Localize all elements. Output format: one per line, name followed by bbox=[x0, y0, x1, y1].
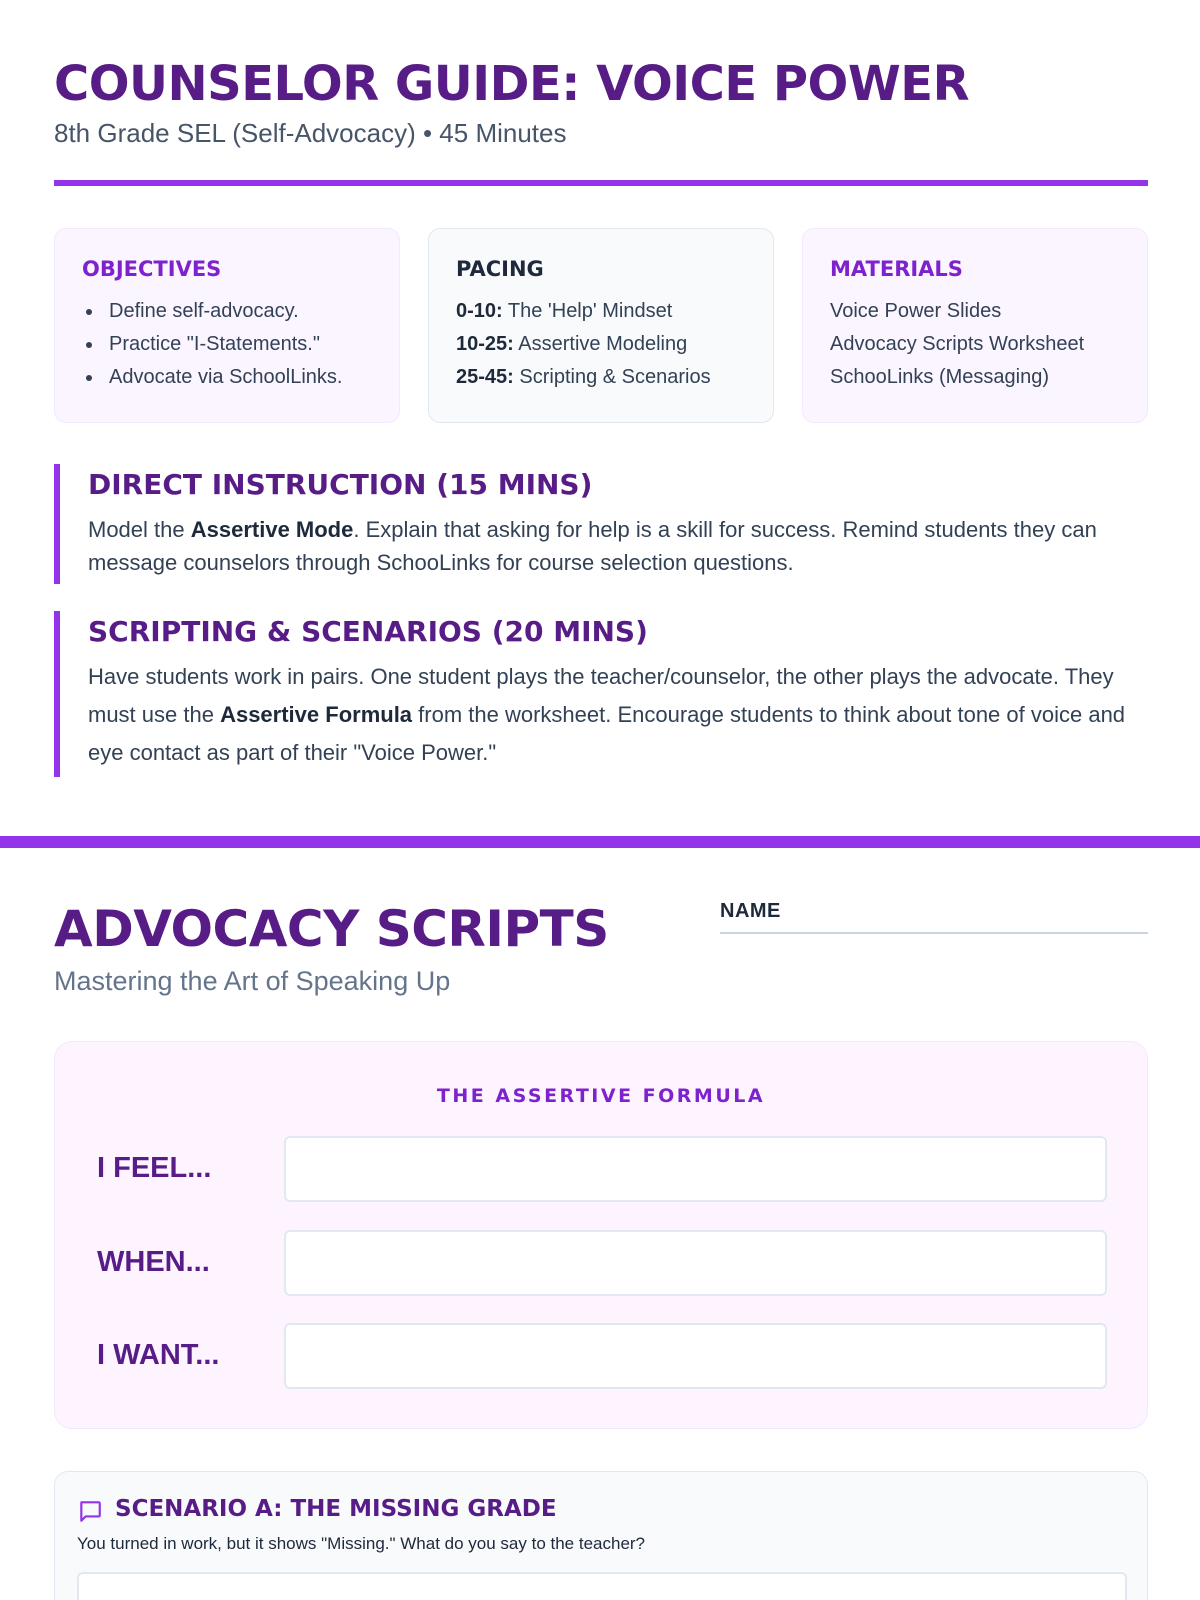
assertive-formula-box bbox=[54, 1041, 1148, 1429]
guide-subtitle: 8th Grade SEL (Self-Advocacy) • 45 Minutes bbox=[54, 118, 567, 148]
pacing-item bbox=[456, 361, 746, 394]
material-item: Advocacy Scripts Worksheet bbox=[830, 333, 1085, 355]
formula-heading: THE ASSERTIVE FORMULA bbox=[436, 1085, 766, 1107]
scenario-a-answer[interactable] bbox=[77, 1572, 1127, 1600]
guide-title: COUNSELOR GUIDE: VOICE POWER bbox=[54, 56, 970, 112]
pacing-text: Assertive Modeling bbox=[518, 333, 688, 355]
objectives-list bbox=[82, 295, 372, 394]
pacing-item bbox=[456, 295, 746, 328]
objectives-card bbox=[54, 228, 400, 423]
bold-term: Assertive Mode bbox=[190, 517, 354, 542]
scripting-text bbox=[88, 658, 1148, 772]
i-feel-input[interactable] bbox=[284, 1136, 1107, 1202]
text-part: from the worksheet. Encourage students to think about tone of voice and eye contact as part of their "Voice Power." bbox=[88, 702, 1126, 765]
objective-item: Practice "I-Statements." bbox=[82, 328, 372, 361]
i-want-input[interactable] bbox=[284, 1323, 1107, 1389]
direct-instruction-text bbox=[88, 513, 1148, 579]
pacing-card bbox=[428, 228, 774, 423]
formula-row-want bbox=[97, 1323, 1107, 1389]
objective-item: Advocate via SchoolLinks. bbox=[82, 361, 372, 394]
worksheet-subtitle: Mastering the Art of Speaking Up bbox=[54, 966, 451, 996]
material-item: SchooLinks (Messaging) bbox=[830, 366, 1049, 388]
pacing-time: 10-25: bbox=[456, 333, 514, 355]
formula-row-feel bbox=[97, 1136, 1107, 1202]
pacing-text: Scripting & Scenarios bbox=[519, 366, 711, 388]
pacing-item bbox=[456, 328, 746, 361]
formula-label: I WANT... bbox=[97, 1339, 220, 1371]
text-part: . Explain that asking for help is a skill for success. Remind students they can message counselors through SchooLinks for course selection questions. bbox=[88, 517, 1097, 575]
name-field-line[interactable] bbox=[720, 932, 1148, 934]
formula-row-when bbox=[97, 1230, 1107, 1296]
material-item: Voice Power Slides bbox=[830, 300, 1002, 322]
materials-heading: MATERIALS bbox=[830, 257, 963, 281]
text-part: Model the bbox=[88, 517, 191, 542]
scenario-a-card bbox=[54, 1471, 1148, 1600]
header-rule bbox=[54, 180, 1148, 186]
direct-instruction-section bbox=[54, 464, 1148, 584]
bold-term: Assertive Formula bbox=[220, 702, 413, 727]
objectives-heading: OBJECTIVES bbox=[82, 257, 222, 281]
text-part: Have students work in pairs. One student plays the teacher/counselor, the other plays the advocate. They must use the bbox=[88, 664, 1114, 727]
formula-label: I FEEL... bbox=[97, 1152, 212, 1184]
materials-card bbox=[802, 228, 1148, 423]
direct-instruction-heading: DIRECT INSTRUCTION (15 MINS) bbox=[88, 468, 593, 501]
objective-item: Define self-advocacy. bbox=[82, 295, 372, 328]
scenario-a-prompt: You turned in work, but it shows "Missing." What do you say to the teacher? bbox=[77, 1534, 646, 1553]
name-label: NAME bbox=[720, 900, 781, 922]
pacing-text: The 'Help' Mindset bbox=[507, 300, 673, 322]
scenario-a-title: SCENARIO A: THE MISSING GRADE bbox=[115, 1496, 557, 1522]
worksheet-title: ADVOCACY SCRIPTS bbox=[54, 900, 609, 958]
pacing-heading: PACING bbox=[456, 257, 544, 281]
message-square-icon bbox=[77, 1498, 103, 1524]
when-input[interactable] bbox=[284, 1230, 1107, 1296]
scripting-heading: SCRIPTING & SCENARIOS (20 MINS) bbox=[88, 615, 648, 648]
formula-label: WHEN... bbox=[97, 1246, 210, 1278]
pacing-time: 25-45: bbox=[456, 366, 514, 388]
pacing-time: 0-10: bbox=[456, 300, 503, 322]
scripting-section bbox=[54, 611, 1148, 777]
page-divider bbox=[0, 836, 1200, 848]
